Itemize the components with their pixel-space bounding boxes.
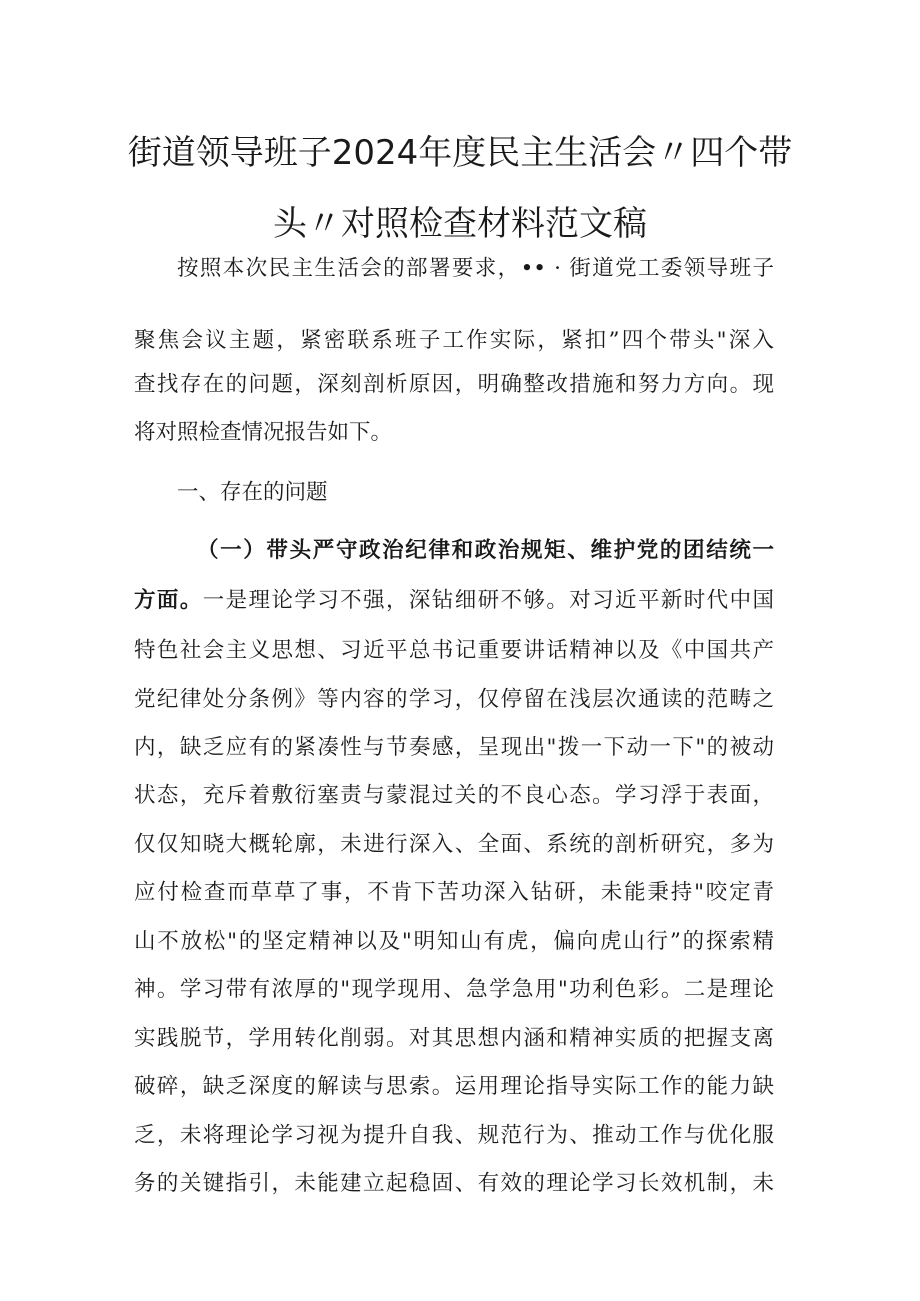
body-paragraph-line: 乏，未将理论学习视为提升自我、规范行为、推动工作与优化服 (134, 1123, 774, 1148)
body-paragraph-line: 应付检查而草草了事，不肯下苦功深入钻研，未能秉持"咬定青 (134, 880, 774, 905)
body-paragraph-line: 破碎，缺乏深度的解读与思索。运用理论指导实际工作的能力缺 (134, 1074, 774, 1099)
body-paragraph-line (134, 586, 774, 616)
body-paragraph-line: 神。学习带有浓厚的"现学现用、急学急用"功利色彩。二是理论 (134, 977, 774, 1002)
document-title-line-2: 头〃对照检查材料范文稿 (273, 204, 647, 244)
intro-paragraph-line: 查找存在的问题，深刻剖析原因，明确整改措施和努力方向。现 (134, 372, 774, 397)
intro-paragraph-line: 聚焦会议主题，紧密联系班子工作实际，紧扣”四个带头"深入 (134, 328, 774, 353)
body-line-text: 一是理论学习不强，深钻细研不够。对习近平新时代中国 (202, 588, 774, 613)
body-paragraph-line: 实践脱节，学用转化削弱。对其思想内涵和精神实质的把握支离 (134, 1026, 774, 1051)
body-paragraph-line: 状态，充斥着敷衍塞责与蒙混过关的不良心态。学习浮于表面， (134, 783, 774, 808)
body-paragraph-line: 内，缺乏应有的紧凑性与节奏感，呈现出"拨一下动一下"的被动 (134, 735, 774, 760)
subsection-heading-tail: 方面。 (134, 588, 203, 613)
subsection-heading: （一）带头严守政治纪律和政治规矩、维护党的团结统一 (197, 538, 774, 563)
body-paragraph-line: 务的关键指引，未能建立起稳固、有效的理论学习长效机制，未 (134, 1171, 774, 1196)
body-paragraph-line: 仅仅知晓大概轮廓，未进行深入、全面、系统的剖析研究，多为 (134, 832, 774, 857)
body-paragraph-line: 党纪律处分条例》等内容的学习，仅停留在浅层次通读的范畴之 (134, 687, 774, 712)
body-paragraph-line: 特色社会主义思想、习近平总书记重要讲话精神以及《中国共产 (134, 638, 774, 663)
document-title-line-1: 街道领导班子2024年度民主生活会〃四个带 (127, 133, 793, 173)
section-heading: 一、存在的问题 (177, 480, 328, 505)
intro-paragraph-line: 将对照检查情况报告如下。 (134, 420, 393, 445)
body-paragraph-line: 山不放松"的坚定精神以及"明知山有虎，偏向虎山行”的探索精 (134, 929, 774, 954)
intro-paragraph-line: 按照本次民主生活会的部署要求，•• · 街道党工委领导班子 (177, 256, 774, 281)
